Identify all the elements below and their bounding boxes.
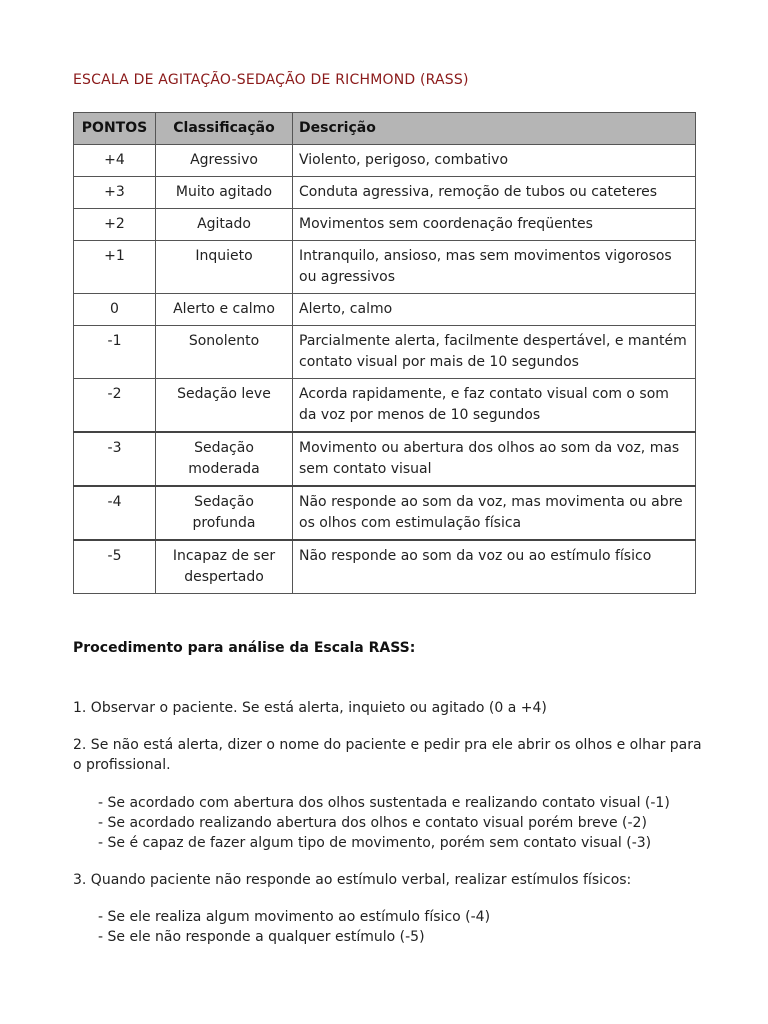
step-3-item: - Se ele não responde a qualquer estímulo (-5) bbox=[98, 929, 425, 945]
cell-descricao: Parcialmente alerta, facilmente despertável, e mantém contato visual por mais de 10 segundos bbox=[293, 326, 696, 379]
cell-classificacao: Sedação moderada bbox=[156, 432, 293, 486]
cell-pontos: +2 bbox=[74, 209, 156, 241]
cell-pontos: +4 bbox=[74, 145, 156, 177]
header-classificacao: Classificação bbox=[156, 113, 293, 145]
table-row bbox=[74, 177, 696, 209]
cell-descricao: Não responde ao som da voz ou ao estímulo físico bbox=[293, 540, 696, 594]
cell-classificacao: Sonolento bbox=[156, 326, 293, 379]
cell-pontos: -3 bbox=[74, 432, 156, 486]
procedure-step-3: 3. Quando paciente não responde ao estímulo verbal, realizar estímulos físicos: bbox=[73, 872, 632, 888]
cell-descricao: Movimento ou abertura dos olhos ao som da voz, mas sem contato visual bbox=[293, 432, 696, 486]
cell-pontos: +1 bbox=[74, 241, 156, 294]
cell-classificacao: Agitado bbox=[156, 209, 293, 241]
cell-pontos: -2 bbox=[74, 379, 156, 433]
table-row bbox=[74, 379, 696, 433]
step-2-item: - Se acordado realizando abertura dos olhos e contato visual porém breve (-2) bbox=[98, 815, 647, 831]
table-row bbox=[74, 326, 696, 379]
rass-table bbox=[73, 112, 696, 594]
cell-descricao: Acorda rapidamente, e faz contato visual com o som da voz por menos de 10 segundos bbox=[293, 379, 696, 433]
cell-descricao: Intranquilo, ansioso, mas sem movimentos vigorosos ou agressivos bbox=[293, 241, 696, 294]
table-row bbox=[74, 209, 696, 241]
cell-pontos: +3 bbox=[74, 177, 156, 209]
step-2-item: - Se é capaz de fazer algum tipo de movimento, porém sem contato visual (-3) bbox=[98, 835, 652, 851]
cell-pontos: -4 bbox=[74, 486, 156, 540]
table-row bbox=[74, 486, 696, 540]
table-row bbox=[74, 145, 696, 177]
table-header-row bbox=[74, 113, 696, 145]
table-row bbox=[74, 294, 696, 326]
cell-classificacao: Muito agitado bbox=[156, 177, 293, 209]
step-3-item: - Se ele realiza algum movimento ao estímulo físico (-4) bbox=[98, 909, 491, 925]
header-descricao: Descrição bbox=[293, 113, 696, 145]
cell-descricao: Conduta agressiva, remoção de tubos ou cateteres bbox=[293, 177, 696, 209]
table-row bbox=[74, 540, 696, 594]
cell-classificacao: Incapaz de ser despertado bbox=[156, 540, 293, 594]
table-row bbox=[74, 241, 696, 294]
document-title: ESCALA DE AGITAÇÃO-SEDAÇÃO DE RICHMOND (RASS) bbox=[73, 72, 469, 88]
cell-descricao: Alerto, calmo bbox=[293, 294, 696, 326]
cell-descricao: Não responde ao som da voz, mas movimenta ou abre os olhos com estimulação física bbox=[293, 486, 696, 540]
cell-pontos: -5 bbox=[74, 540, 156, 594]
table-row bbox=[74, 432, 696, 486]
procedure-title: Procedimento para análise da Escala RASS: bbox=[73, 640, 416, 656]
procedure-step-1: 1. Observar o paciente. Se está alerta, inquieto ou agitado (0 a +4) bbox=[73, 700, 547, 716]
cell-classificacao: Sedação profunda bbox=[156, 486, 293, 540]
procedure-section bbox=[73, 638, 713, 947]
step-2-item: - Se acordado com abertura dos olhos sustentada e realizando contato visual (-1) bbox=[98, 795, 670, 811]
cell-classificacao: Inquieto bbox=[156, 241, 293, 294]
cell-classificacao: Agressivo bbox=[156, 145, 293, 177]
cell-pontos: -1 bbox=[74, 326, 156, 379]
cell-classificacao: Alerto e calmo bbox=[156, 294, 293, 326]
header-pontos: PONTOS bbox=[74, 113, 156, 145]
cell-descricao: Movimentos sem coordenação freqüentes bbox=[293, 209, 696, 241]
cell-pontos: 0 bbox=[74, 294, 156, 326]
cell-descricao: Violento, perigoso, combativo bbox=[293, 145, 696, 177]
procedure-step-2: 2. Se não está alerta, dizer o nome do paciente e pedir pra ele abrir os olhos e olhar para o profissional. bbox=[73, 737, 702, 773]
cell-classificacao: Sedação leve bbox=[156, 379, 293, 433]
